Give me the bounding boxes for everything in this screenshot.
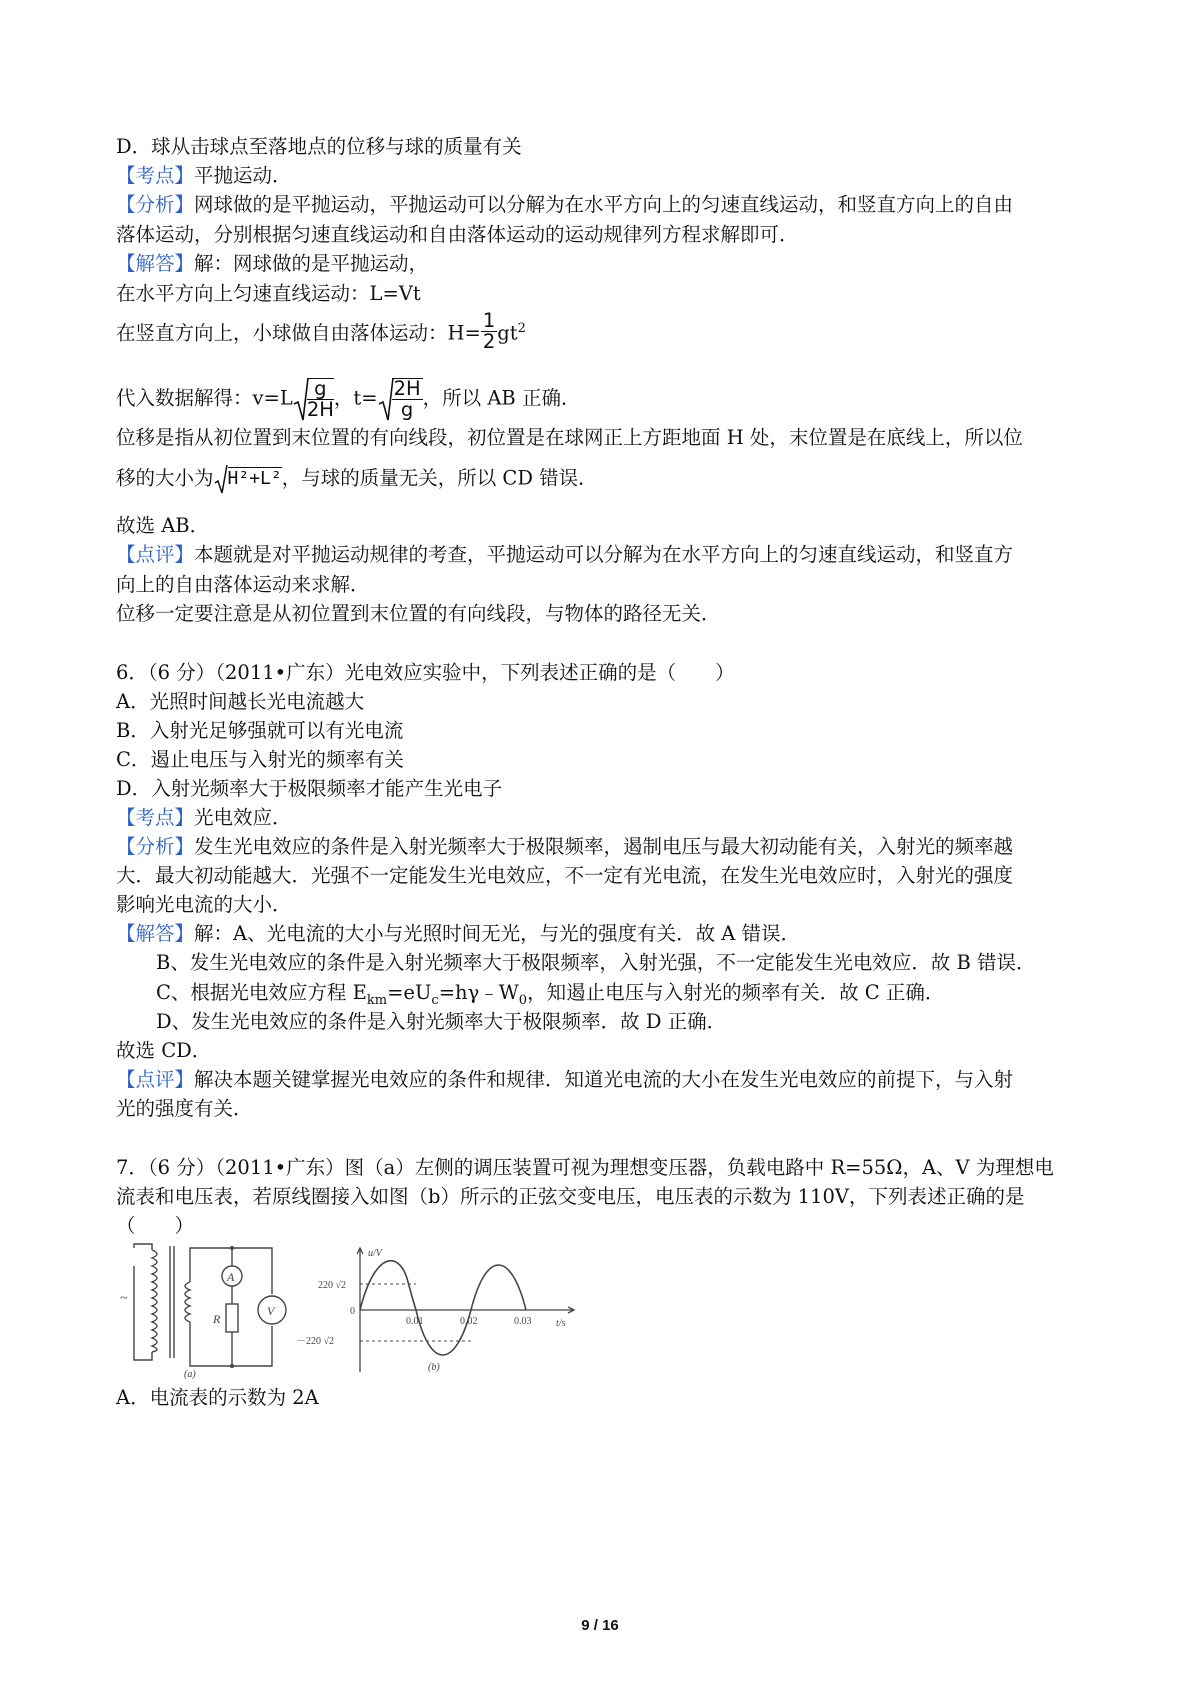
q5-displacement: 位移是指从初位置到末位置的有向线段，初位置是在球网正上方距地面 H 处，末位置是在底线上，所以位 bbox=[116, 426, 1023, 449]
x-tick-3: 0.03 bbox=[514, 1316, 532, 1327]
y-axis-label: u/V bbox=[368, 1248, 382, 1259]
q5-kaodian bbox=[116, 163, 292, 189]
q5-selection: 故选 AB． bbox=[116, 514, 210, 537]
x-tick-2: 0.02 bbox=[460, 1316, 478, 1327]
q6-option-d: D．入射光频率大于极限频率才能产生光电子 bbox=[116, 777, 503, 800]
section-tag: 【解答】 bbox=[116, 922, 195, 945]
section-tag: 【分析】 bbox=[116, 835, 195, 858]
y-tick-pos: 220 √2 bbox=[318, 1280, 346, 1291]
q6-selection: 故选 CD． bbox=[116, 1039, 212, 1062]
text: =eU bbox=[387, 981, 432, 1004]
q5-vertical-eq: 在竖直方向上，小球做自由落体运动：H= $\frac{1}{2}$ $gt^2$ bbox=[116, 308, 526, 353]
figure-a-label: (a) bbox=[184, 1369, 196, 1380]
subscript: c bbox=[431, 992, 439, 1008]
ac-source-symbol: ~ bbox=[120, 1291, 128, 1306]
q5-solution-eq bbox=[116, 376, 580, 422]
text: gt bbox=[497, 321, 518, 345]
q6-fenxi-3: 影响光电流的大小． bbox=[116, 893, 292, 916]
figure-b-label: (b) bbox=[428, 1362, 440, 1373]
text: ，所以 AB 正确． bbox=[422, 386, 581, 410]
text: =hγ﹣W bbox=[438, 981, 519, 1004]
denominator: 2 bbox=[482, 329, 496, 353]
text: ，与球的质量无关，所以 CD 错误． bbox=[281, 466, 598, 490]
q6-option-a: A．光照时间越长光电流越大 bbox=[116, 690, 365, 713]
q5-option-d: D．球从击球点至落地点的位移与球的质量有关 bbox=[116, 135, 522, 158]
section-tag: 【考点】 bbox=[116, 164, 195, 187]
fraction-2h-g bbox=[392, 378, 423, 420]
text: 发生光电效应的条件是入射光频率大于极限频率，遏制电压与最大初动能有关，入射光的频率越 bbox=[194, 835, 1014, 858]
y-tick-neg: －220 √2 bbox=[296, 1336, 334, 1347]
text: 本题就是对平抛运动规律的考查，平抛运动可以分解为在水平方向上的匀速直线运动，和竖直方 bbox=[194, 543, 1014, 566]
q7-stem-2: 流表和电压表，若原线圈接入如图（b）所示的正弦交变电压，电压表的示数为 110V，下列表述正确的是 bbox=[116, 1185, 1025, 1208]
text: ，知遏止电压与入射光的频率有关．故 C 正确． bbox=[527, 981, 945, 1004]
resistor-label: R bbox=[213, 1312, 221, 1326]
text: C、根据光电效应方程 E bbox=[156, 981, 367, 1004]
q7-stem-3: （ ） bbox=[116, 1214, 195, 1237]
text: 解决本题关键掌握光电效应的条件和规律．知道光电流的大小在发生光电效应的前提下，与入射 bbox=[194, 1068, 1014, 1091]
q5-fenxi-2: 落体运动，分别根据匀速直线运动和自由落体运动的运动规律列方程求解即可． bbox=[116, 223, 799, 246]
text: 网球做的是平抛运动，平抛运动可以分解为在水平方向上的匀速直线运动，和竖直方向上的自由 bbox=[194, 193, 1014, 216]
text: 解：A、光电流的大小与光照时间无光，与光的强度有关．故 A 错误． bbox=[194, 922, 801, 945]
section-tag: 【分析】 bbox=[116, 193, 195, 216]
sqrt-icon bbox=[214, 463, 228, 495]
section-tag: 【点评】 bbox=[116, 1068, 195, 1091]
q6-dianping-2: 光的强度有关． bbox=[116, 1097, 253, 1120]
q6-option-c: C．遏止电压与入射光的频率有关 bbox=[116, 748, 404, 771]
q6-dianping bbox=[116, 1067, 1013, 1093]
voltmeter-label: V bbox=[267, 1304, 275, 1318]
q5-fenxi bbox=[116, 192, 1013, 218]
q5-dianping bbox=[116, 542, 1013, 568]
q6-jieda bbox=[116, 921, 800, 947]
circuit-figure-a bbox=[112, 1240, 302, 1380]
text: 平抛运动． bbox=[194, 164, 292, 187]
y-tick-zero: 0 bbox=[350, 1306, 355, 1317]
x-axis-label: t/s bbox=[556, 1318, 566, 1329]
q6-jieda-b: B、发生光电效应的条件是入射光频率大于极限频率，入射光强，不一定能发生光电效应．故 B 错误． bbox=[156, 951, 1036, 974]
text: 代入数据解得：v=L bbox=[116, 386, 293, 410]
q5-dianping-2: 向上的自由落体运动来求解． bbox=[116, 573, 370, 596]
ammeter-label: A bbox=[227, 1270, 235, 1284]
q6-stem: 6．（6 分）（2011•广东）光电效应实验中，下列表述正确的是（ ） bbox=[116, 661, 735, 684]
denominator: 2H bbox=[306, 398, 334, 421]
subscript: km bbox=[366, 992, 388, 1008]
q5-horizontal-eq: 在水平方向上匀速直线运动：L=Vt bbox=[116, 282, 421, 305]
numerator: g bbox=[307, 379, 334, 400]
q6-kaodian bbox=[116, 805, 292, 831]
q6-fenxi bbox=[116, 834, 1013, 860]
text: 光电效应． bbox=[194, 806, 292, 829]
q7-option-a: A．电流表的示数为 2A bbox=[116, 1386, 319, 1409]
section-tag: 【考点】 bbox=[116, 806, 195, 829]
subscript: 0 bbox=[518, 992, 528, 1008]
radicand: H²+L² bbox=[227, 468, 282, 489]
q7-stem: 7．（6 分）（2011•广东）图（a）左侧的调压装置可视为理想变压器，负载电路中 R=55Ω，A、V 为理想电 bbox=[116, 1156, 1054, 1179]
text: ，t= bbox=[333, 386, 378, 410]
q6-fenxi-2: 大．最大初动能越大．光强不一定能发生光电效应，不一定有光电流，在发生光电效应时，入射光的强度 bbox=[116, 864, 1014, 887]
q5-displacement-2 bbox=[116, 463, 598, 495]
numerator: 2H bbox=[393, 377, 421, 400]
section-tag: 【解答】 bbox=[116, 252, 195, 275]
x-tick-1: 0.01 bbox=[406, 1316, 424, 1327]
q6-option-b: B．入射光足够强就可以有光电流 bbox=[116, 719, 404, 742]
text: 解：网球做的是平抛运动， bbox=[194, 252, 429, 275]
section-tag: 【点评】 bbox=[116, 543, 195, 566]
q5-jieda bbox=[116, 251, 428, 277]
q5-dianping-3: 位移一定要注意是从初位置到末位置的有向线段，与物体的路径无关． bbox=[116, 602, 721, 625]
q6-jieda-d: D、发生光电效应的条件是入射光频率大于极限频率．故 D 正确． bbox=[156, 1010, 727, 1033]
waveform-figure-b bbox=[296, 1244, 590, 1384]
text: 在竖直方向上，小球做自由落体运动：H= bbox=[116, 321, 481, 345]
fraction-g-2h bbox=[307, 378, 334, 420]
numerator: 1 bbox=[482, 308, 496, 332]
denominator: g bbox=[400, 398, 414, 421]
fraction-half bbox=[481, 308, 497, 353]
text: 移的大小为 bbox=[116, 466, 214, 490]
page-number: 9 / 16 bbox=[581, 1617, 619, 1634]
